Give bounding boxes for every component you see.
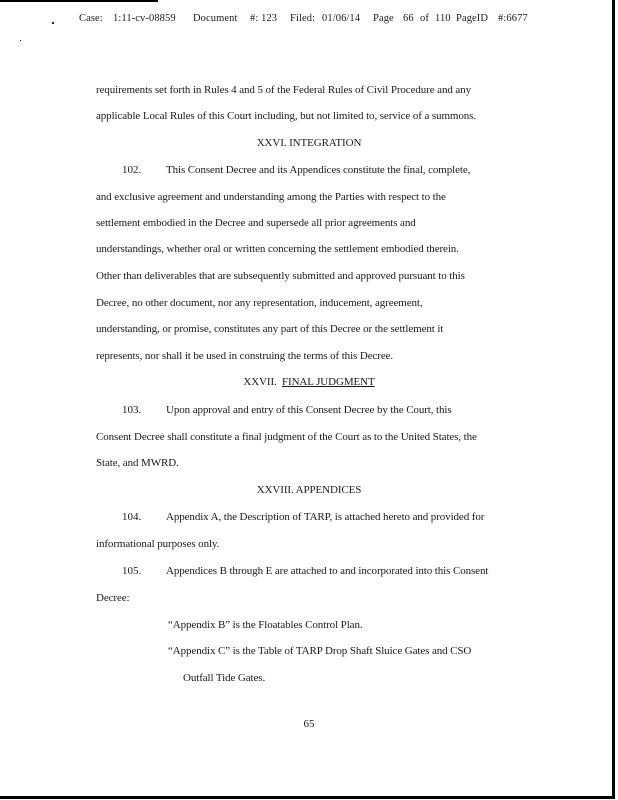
appendix-c-item-continued: Outfall Tide Gates. [183,672,266,684]
body-line: State, and MWRD. [96,457,179,469]
body-line: and exclusive agreement and understanding among the Parties with respect to the [96,191,446,203]
scan-speck [20,40,21,41]
section-title: FINAL JUDGMENT [282,376,375,388]
case-number: 1:11-cv-08859 [113,13,176,24]
body-line: Decree: [96,592,130,604]
pageid-number: #:6677 [498,13,528,24]
document-label: Document [193,13,238,24]
body-line: This Consent Decree and its Appendices constitute the final, complete, [166,164,471,176]
filed-date: 01/06/14 [322,13,361,24]
scan-top-rule [0,0,158,2]
page-footer-number: 65 [303,718,315,730]
of-label: of [420,13,429,24]
appendix-b-item: “Appendix B” is the Floatables Control Plan. [168,619,363,631]
body-line: understandings, whether oral or written concerning the settlement embodied therein. [96,243,459,255]
paragraph-number: 105. [122,565,142,577]
body-line: Other than deliverables that are subsequently submitted and approved pursuant to this [96,270,465,282]
pageid-label: PageID [456,13,489,24]
section-heading-final-judgment [0,376,618,388]
total-pages: 110 [435,13,451,24]
page-label: Page [373,13,394,24]
paragraph-number: 103. [122,404,142,416]
section-number: XXVII. [243,376,277,388]
body-line: Appendices B through E are attached to and incorporated into this Consent [166,565,489,577]
body-line: understanding, or promise, constitutes any part of this Decree or the settlement it [96,323,444,335]
section-heading-appendices: XXVIII. APPENDICES [256,484,362,496]
section-heading-integration: XXVI. INTEGRATION [256,137,362,149]
paragraph-number: 104. [122,511,142,523]
page-number: 66 [403,13,414,24]
appendix-c-item: “Appendix C” is the Table of TARP Drop Shaft Sluice Gates and CSO [168,645,472,657]
scan-speck [52,22,54,24]
document-number: #: 123 [250,13,278,24]
case-label: Case: [79,13,103,24]
body-line: Decree, no other document, nor any representation, inducement, agreement, [96,297,423,309]
body-line: Appendix A, the Description of TARP, is attached hereto and provided for [166,511,485,523]
body-line: Consent Decree shall constitute a final judgment of the Court as to the United States, the [96,431,477,443]
body-line: represents, nor shall it be used in construing the terms of this Decree. [96,350,394,362]
paragraph-number: 102. [122,164,142,176]
body-line: applicable Local Rules of this Court including, but not limited to, service of a summons. [96,110,477,122]
body-line: Upon approval and entry of this Consent Decree by the Court, this [166,404,452,416]
filed-label: Filed: [290,13,316,24]
body-line: informational purposes only. [96,538,220,550]
body-line: requirements set forth in Rules 4 and 5 of the Federal Rules of Civil Procedure and any [96,84,471,96]
body-line: settlement embodied in the Decree and supersede all prior agreements and [96,217,416,229]
